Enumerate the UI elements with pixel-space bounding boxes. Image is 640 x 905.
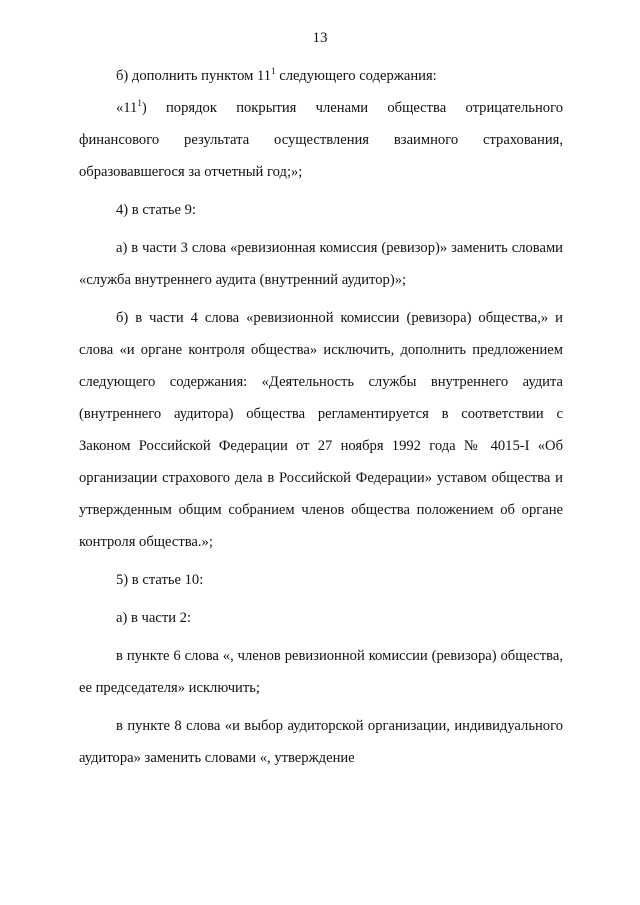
paragraph-2-superscript: 1 xyxy=(137,98,142,108)
paragraph-4: а) в части 3 слова «ревизионная комиссия (ревизор)» заменить словами «служба внутреннего аудита (внутренний аудитор)»; xyxy=(79,240,563,288)
paragraph-6: 5) в статье 10: xyxy=(116,572,204,588)
paragraph-2-text: «11 xyxy=(116,100,138,116)
paragraph-2-text-end: ) порядок покрытия членами общества отрицательного финансового результата осуществления взаимного страхования, образовавшегося за отчетный год;»; xyxy=(79,100,563,180)
paragraph-8: в пункте 6 слова «, членов ревизионной комиссии (ревизора) общества, ее председателя» исключить; xyxy=(79,648,563,696)
paragraph-1-superscript: 1 xyxy=(271,66,276,76)
paragraph-9: в пункте 8 слова «и выбор аудиторской организации, индивидуального аудитора» заменить словами «, утверждение xyxy=(79,718,563,766)
page-number: 13 xyxy=(312,30,328,46)
paragraph-1 xyxy=(79,60,563,92)
paragraph-7: а) в части 2: xyxy=(116,610,192,626)
paragraph-5: б) в части 4 слова «ревизионной комиссии (ревизора) общества,» и слова «и органе контроля общества» исключить, дополнить предложением следующего содержания: «Деятельность службы внутреннего аудита (внутреннего аудитора) общества регламентируется в соответствии с Законом Российской Федерации от 27 ноября 1992 года № 4015-I «Об организации страхового дела в Российской Федерации» уставом общества и утвержденным общим собранием членов общества положением об органе контроля общества.»; xyxy=(79,310,563,550)
paragraph-1-text: б) дополнить пунктом 11 xyxy=(116,68,272,84)
paragraph-3: 4) в статье 9: xyxy=(116,202,196,218)
paragraph-2 xyxy=(79,92,563,188)
paragraph-1-text-end: следующего содержания: xyxy=(275,68,437,84)
document-body xyxy=(79,60,563,774)
